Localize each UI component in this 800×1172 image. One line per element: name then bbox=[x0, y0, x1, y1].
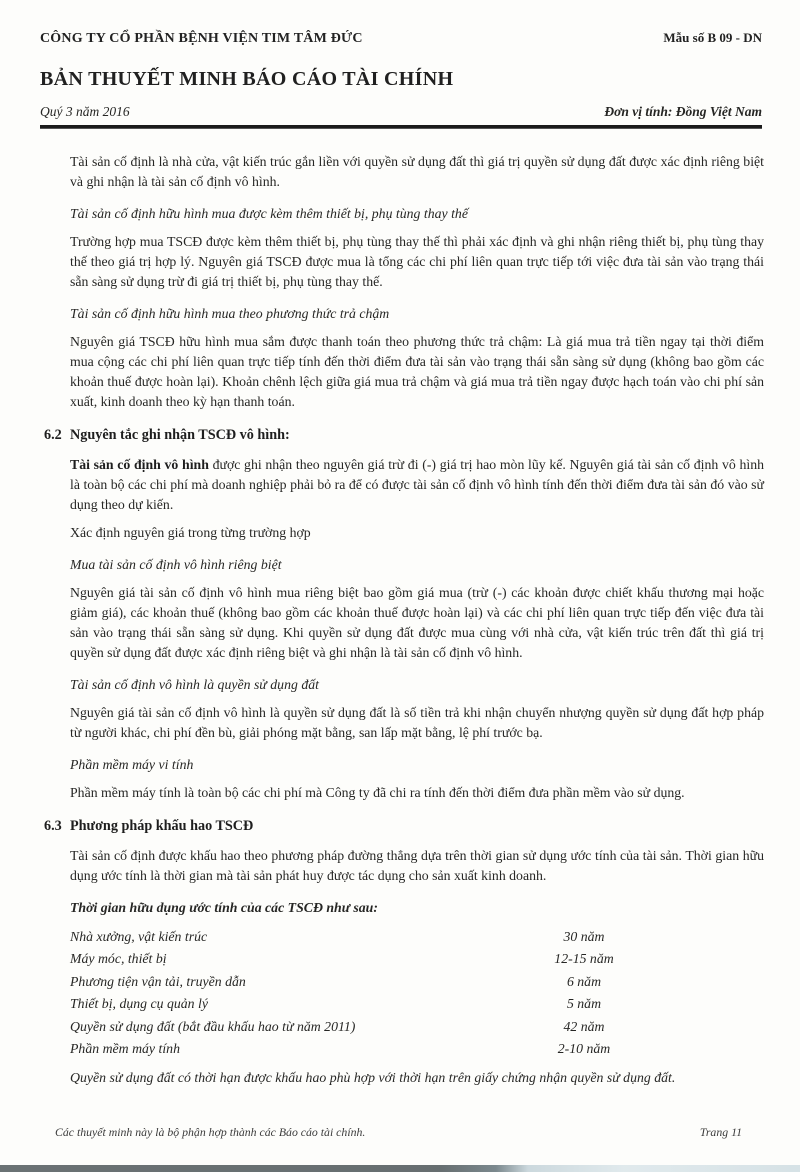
depreciation-table bbox=[70, 926, 764, 1060]
header-row-period bbox=[40, 104, 762, 120]
row-spacer bbox=[669, 993, 764, 1015]
para: Nguyên giá tài sản cố định vô hình mua riêng biệt bao gồm giá mua (trừ (-) các khoản được chiết khấu thương mại hoặc giảm giá), các khoản thuế (không bao gồm các khoản thuế được hoàn lại) và các chi phí liên quan trực tiếp đến việc đưa tài sản vào trạng thái sẵn sàng sử dụng. Khi quyền sử dụng đất được mua cùng với nhà cửa, vật kiến trúc trên đất thì giá trị quyền sử dụng đất được xác định riêng biệt và ghi nhận là tài sản cố định vô hình. bbox=[70, 585, 764, 660]
para: Tài sản cố định là nhà cửa, vật kiến trúc gắn liền với quyền sử dụng đất thì giá trị quyền sử dụng đất được xác định riêng biệt và ghi nhận là tài sản cố định vô hình. bbox=[70, 154, 764, 189]
useful-life-value: 2-10 năm bbox=[557, 1041, 611, 1057]
asset-category-label: Phương tiện vận tải, truyền dẫn bbox=[70, 973, 246, 989]
depreciation-row bbox=[70, 971, 764, 993]
row-spacer bbox=[669, 1038, 764, 1060]
asset-category-label: Nhà xưởng, vật kiến trúc bbox=[70, 929, 208, 944]
depreciation-row bbox=[70, 993, 764, 1015]
para: Nguyên giá TSCĐ hữu hình mua sắm được thanh toán theo phương thức trả chậm: Là giá mua trả tiền ngay tại thời điểm mua cộng các chi phí liên quan trực tiếp tính đến thời điểm đưa tài sản vào trạng thái sẵn sàng sử dụng (không bao gồm các khoản thuế được hoàn lại). Khoản chênh lệch giữa giá mua trả chậm và giá mua trả tiền ngay được hạch toán vào chi phí sản xuất, kinh doanh theo kỳ hạn thanh toán. bbox=[70, 334, 764, 409]
useful-life-value: 42 năm bbox=[563, 1018, 605, 1034]
note-italic: Quyền sử dụng đất có thời hạn được khấu hao phù hợp với thời hạn trên giấy chứng nhận quyền sử dụng đất. bbox=[70, 1070, 676, 1086]
useful-life-value: 12-15 năm bbox=[554, 951, 614, 967]
page-footer bbox=[55, 1125, 742, 1140]
scan-edge-artifact bbox=[0, 1165, 800, 1172]
useful-life-value: 5 năm bbox=[566, 996, 602, 1012]
para: Tài sản cố định được khấu hao theo phương pháp đường thẳng dựa trên thời gian sử dụng ước tính của tài sản. Thời gian hữu dụng ước tính là thời gian mà tài sản phát huy được tác dụng cho sản xuất kinh doanh. bbox=[70, 848, 764, 883]
company-name: CÔNG TY CỔ PHẦN BỆNH VIỆN TIM TÂM ĐỨC bbox=[40, 31, 363, 46]
form-number: Mẫu số B 09 - DN bbox=[663, 30, 762, 45]
page-header bbox=[0, 0, 800, 129]
row-spacer bbox=[669, 1016, 764, 1038]
footer-note: Các thuyết minh này là bộ phận hợp thành các Báo cáo tài chính. bbox=[55, 1125, 366, 1139]
para: Xác định nguyên giá trong từng trường hợp bbox=[70, 525, 311, 540]
para: Phần mềm máy tính là toàn bộ các chi phí mà Công ty đã chi ra tính đến thời điểm đưa phần mềm vào sử dụng. bbox=[70, 785, 685, 800]
report-title: BẢN THUYẾT MINH BÁO CÁO TÀI CHÍNH bbox=[40, 68, 454, 90]
page-number: Trang 11 bbox=[699, 1125, 742, 1139]
para: Trường hợp mua TSCĐ được kèm thêm thiết bị, phụ tùng thay thế thì phải xác định và ghi nhận riêng thiết bị, phụ tùng thay thế theo giá trị hợp lý. Nguyên giá TSCĐ được mua là tổng các chi phí liên quan trực tiếp tới việc đưa tài sản vào trạng thái sẵn sàng sử dụng trừ đi giá trị thiết bị, phụ tùng thay thế. bbox=[70, 234, 764, 289]
asset-category-label: Quyền sử dụng đất (bắt đầu khấu hao từ năm 2011) bbox=[70, 1018, 356, 1034]
row-spacer bbox=[669, 971, 764, 993]
subheading-italic: Tài sản cố định vô hình là quyền sử dụng đất bbox=[70, 677, 319, 692]
content-blocks bbox=[0, 129, 800, 1088]
row-spacer bbox=[669, 926, 764, 948]
asset-category-label: Máy móc, thiết bị bbox=[70, 951, 167, 967]
para: Tài sản cố định vô hình được ghi nhận theo nguyên giá trừ đi (-) giá trị hao mòn lũy kế. Nguyên giá tài sản cố định vô hình là toàn bộ các chi phí mà doanh nghiệp phải bỏ ra để có được tài sản cố định vô hình tính đến thời điểm đưa tài sản đó vào sử dụng theo dự kiến. bbox=[70, 457, 764, 512]
subheading-italic: Tài sản cố định hữu hình mua theo phương thức trả chậm bbox=[70, 306, 390, 321]
subheading-bold-italic: Thời gian hữu dụng ước tính của các TSCĐ như sau: bbox=[70, 900, 378, 915]
section-number: 6.3 bbox=[44, 818, 62, 834]
depreciation-row bbox=[70, 1038, 764, 1060]
depreciation-row bbox=[70, 926, 764, 948]
subheading-italic: Tài sản cố định hữu hình mua được kèm thêm thiết bị, phụ tùng thay thế bbox=[70, 206, 468, 221]
section-title: Phương pháp khấu hao TSCĐ bbox=[70, 818, 254, 834]
subheading-italic: Mua tài sản cố định vô hình riêng biệt bbox=[70, 557, 282, 572]
section-number: 6.2 bbox=[44, 427, 62, 443]
header-row-company bbox=[40, 30, 762, 47]
asset-category-label: Thiết bị, dụng cụ quản lý bbox=[70, 996, 208, 1012]
asset-category-label: Phần mềm máy tính bbox=[70, 1041, 180, 1057]
currency-unit-note: Đơn vị tính: Đồng Việt Nam bbox=[604, 104, 762, 119]
depreciation-row bbox=[70, 948, 764, 970]
para: Nguyên giá tài sản cố định vô hình là quyền sử dụng đất là số tiền trả khi nhận chuyển nhượng quyền sử dụng đất hợp pháp từ người khác, chi phí đền bù, giải phóng mặt bằng, san lấp mặt bằng, lệ phí trước bạ. bbox=[70, 705, 764, 740]
depreciation-row bbox=[70, 1016, 764, 1038]
useful-life-value: 6 năm bbox=[566, 973, 602, 989]
row-spacer bbox=[669, 948, 764, 970]
report-period: Quý 3 năm 2016 bbox=[40, 104, 130, 119]
useful-life-value: 30 năm bbox=[563, 929, 605, 944]
section-title: Nguyên tắc ghi nhận TSCĐ vô hình: bbox=[70, 427, 290, 443]
section-heading bbox=[44, 425, 764, 445]
bold-lead-term: Tài sản cố định vô hình bbox=[70, 457, 209, 472]
subheading-italic: Phần mềm máy vi tính bbox=[70, 757, 194, 772]
section-heading bbox=[44, 816, 764, 836]
